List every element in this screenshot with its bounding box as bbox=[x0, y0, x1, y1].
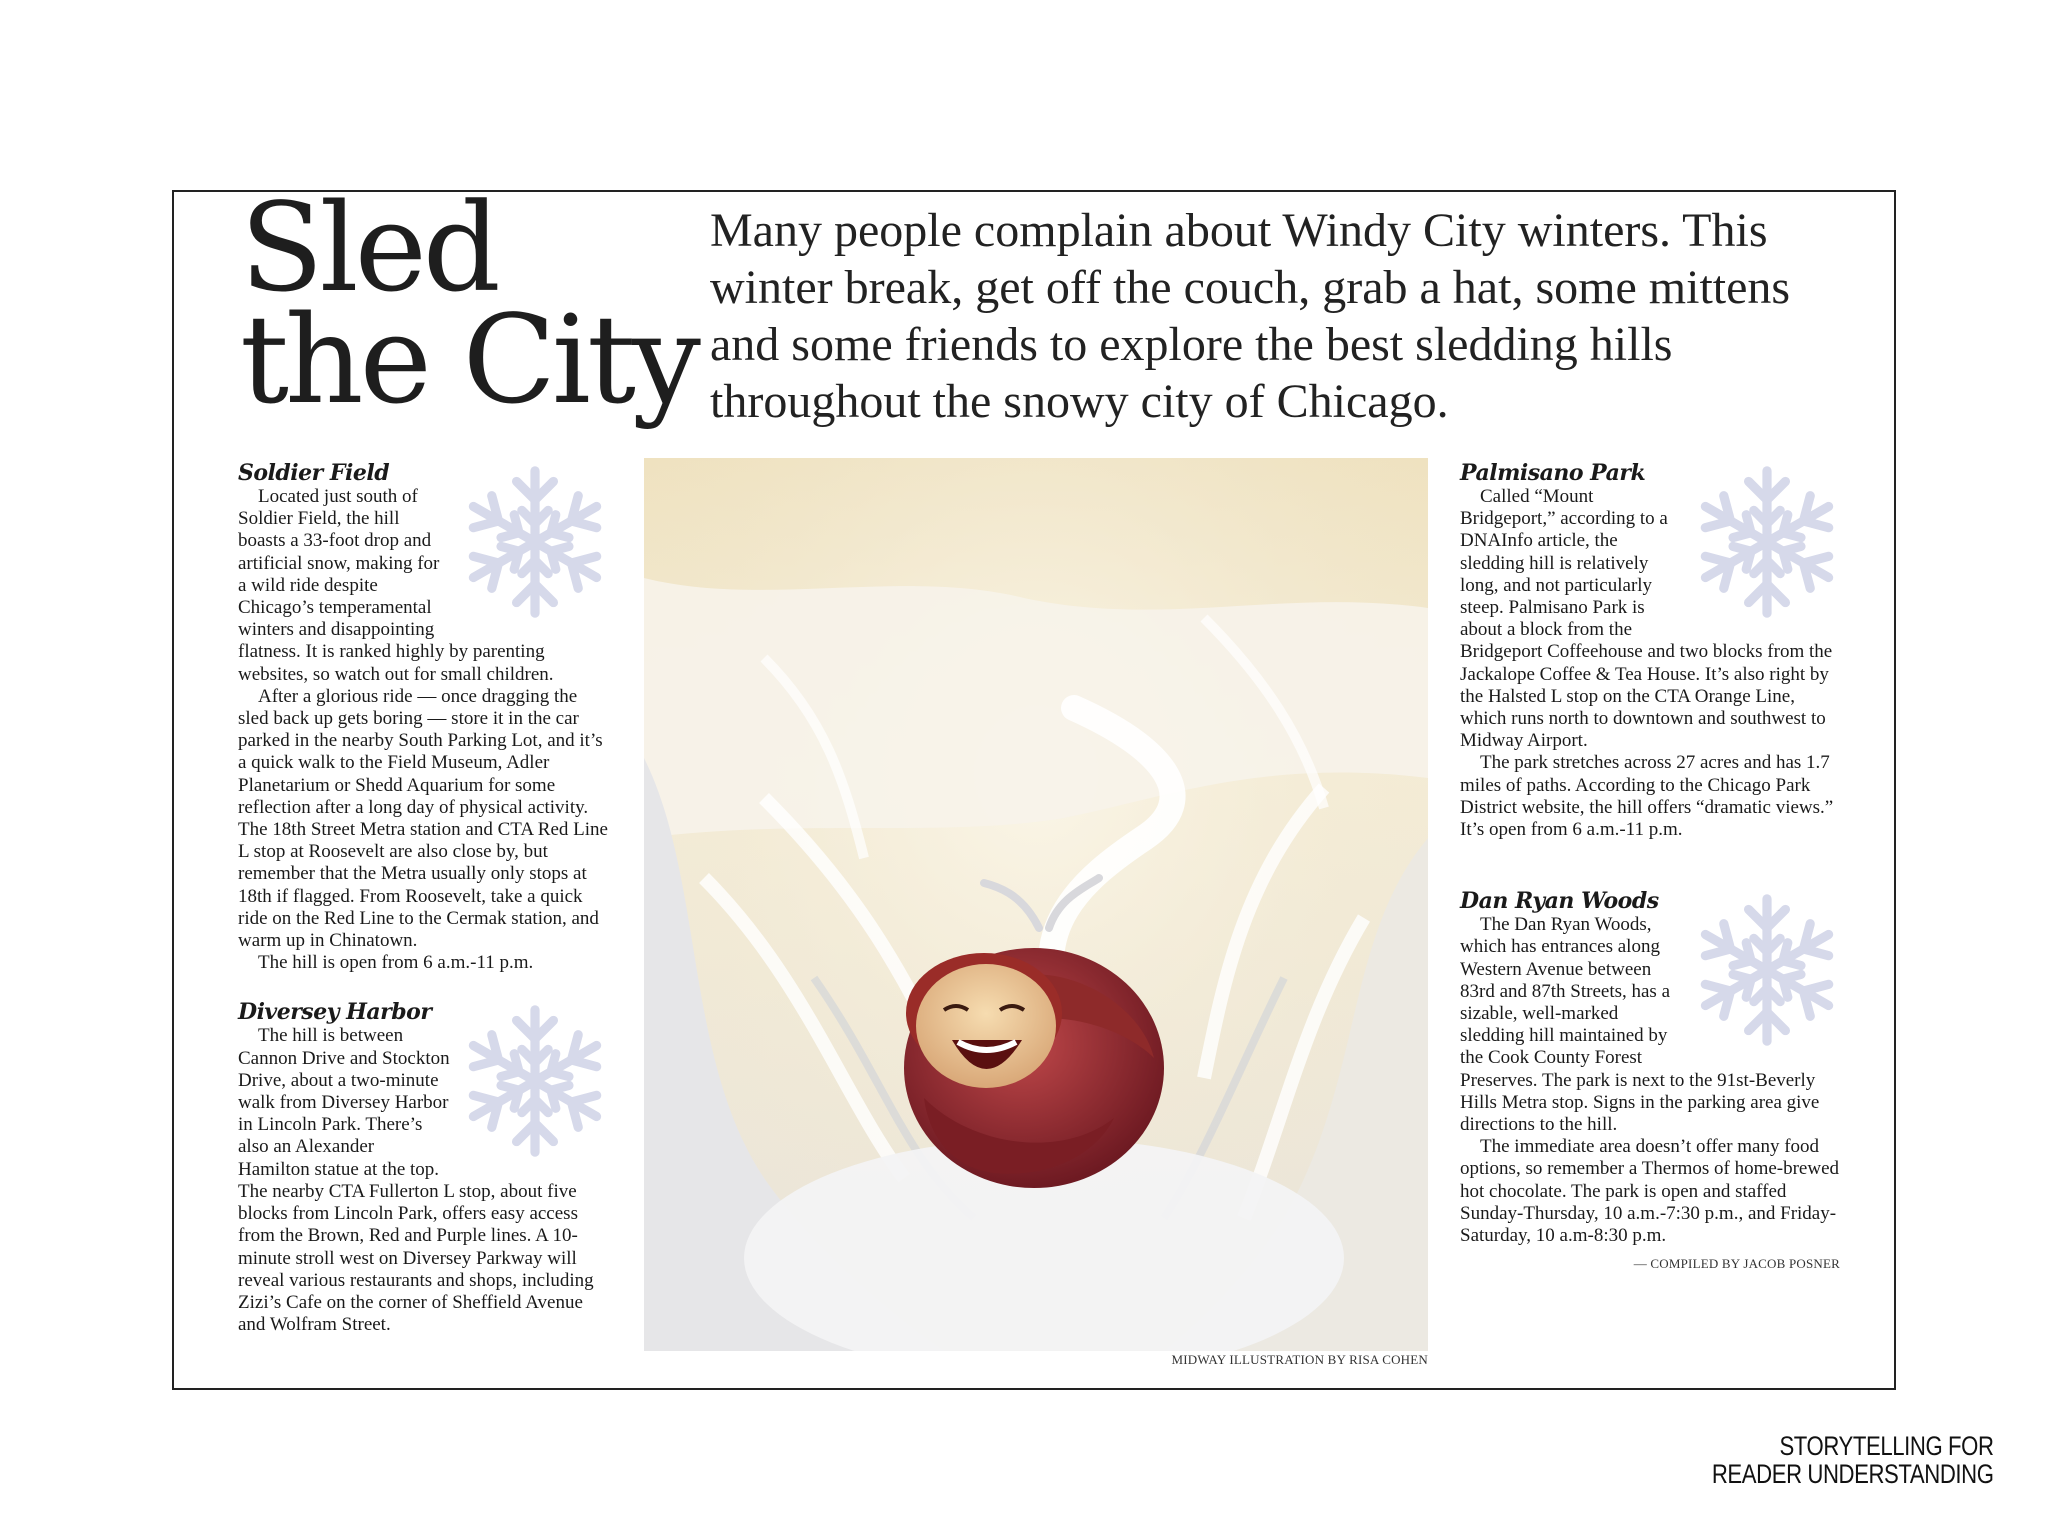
section-soldier-field bbox=[238, 460, 608, 974]
section-heading: Diversey Harbor bbox=[238, 999, 432, 1026]
column-right bbox=[1460, 460, 1840, 1276]
brand-line-2: READER UNDERSTANDING bbox=[1712, 1459, 1994, 1489]
section-palmisano-park bbox=[1460, 460, 1840, 841]
section-heading: Palmisano Park bbox=[1460, 460, 1646, 486]
paragraph: After a glorious ride — once dragging the sled back up gets boring — store it in the car parked in the nearby South Parking Lot, and it’s a quick walk to the Field Museum, Adler Planetarium or Shedd Aquarium for some reflection after a long day of physical activity. The 18th Street Metra station and CTA Red Line L stop at Roosevelt are also close by, but remember that the Metra usually only stops at 18th if flagged. From Roosevelt, take a quick ride on the Red Line to the Cermak station, and warm up in Chinatown. bbox=[238, 685, 608, 952]
paragraph: Located just south of Soldier Field, the hill boasts a 33-foot drop and artificial snow, making for a wild ride despite Chicago’s temperamental winters and disappointing flatness. It is ranked highly by parenting websites, so watch out for small children. bbox=[238, 486, 554, 685]
illustration-credit: MIDWAY ILLUSTRATION BY RISA COHEN bbox=[1171, 1352, 1428, 1367]
brand-tagline bbox=[1712, 1432, 1994, 1488]
dek: Many people complain about Windy City winters. This winter break, get off the couch, grab a hat, some mittens and some friends to explore the best sledding hills throughout the snowy city of Chicago. bbox=[710, 204, 1791, 428]
paragraph: The park stretches across 27 acres and has 1.7 miles of paths. According to the Chicago Park District website, the hill offers “dramatic views.” It’s open from 6 a.m.-11 p.m. bbox=[1460, 752, 1834, 841]
section-dan-ryan-woods bbox=[1460, 888, 1840, 1275]
section-diversey-harbor bbox=[238, 999, 608, 1336]
brand-line-1: STORYTELLING FOR bbox=[1779, 1431, 1994, 1461]
paragraph: The hill is open from 6 a.m.-11 p.m. bbox=[258, 952, 534, 974]
paragraph: Called “Mount Bridgeport,” according to a DNAInfo article, the sledding hill is relatively long, and not particularly steep. Palmisano Park is about a block from the Bridgeport Coffeehouse and two blocks from the Jackalope Coffee & Tea House. It’s also right by the Halsted L stop on the CTA Orange Line, which runs north to downtown and southwest to Midway Airport. bbox=[1460, 486, 1833, 752]
headline-line-2: the City bbox=[240, 289, 697, 431]
compiled-by-credit: — COMPILED BY JACOB POSNER bbox=[1633, 1256, 1840, 1272]
snowflake-icon bbox=[1688, 890, 1846, 1050]
column-left bbox=[238, 460, 608, 1336]
snowflake-icon bbox=[456, 462, 614, 622]
snowflake-icon bbox=[1688, 462, 1846, 622]
section-heading: Soldier Field bbox=[238, 460, 390, 486]
headline-line-1: Sled bbox=[240, 177, 497, 319]
paragraph: The hill is between Cannon Drive and Stockton Drive, about a two-minute walk from Diversey Harbor in Lincoln Park. There’s also an Alexander Hamilton statue at the top. The nearby CTA Fullerton L stop, about five blocks from Lincoln Park, offers easy access from the Brown, Red and Purple lines. A 10-minute stroll west on Diversey Parkway will reveal various restaurants and shops, including Zizi’s Cafe on the corner of Sheffield Avenue and Wolfram Street. bbox=[238, 1025, 594, 1336]
headline bbox=[240, 177, 697, 431]
paragraph: The Dan Ryan Woods, which has entrances along Western Avenue between 83rd and 87th Streets, has a sizable, well-marked sledding hill maintained by the Cook County Forest Preserves. The park is next to the 91st-Beverly Hills Metra stop. Signs in the parking area give directions to the hill. bbox=[1460, 914, 1820, 1136]
paragraph: The immediate area doesn’t offer many food options, so remember a Thermos of home-brewed hot chocolate. The park is open and staffed Sunday-Thursday, 10 a.m.-7:30 p.m., and Friday-Saturday, 10 a.m-8:30 p.m. bbox=[1460, 1136, 1840, 1247]
sledding-child-illustration bbox=[644, 458, 1428, 1351]
section-heading: Dan Ryan Woods bbox=[1460, 888, 1659, 915]
snowflake-icon bbox=[456, 1001, 614, 1161]
